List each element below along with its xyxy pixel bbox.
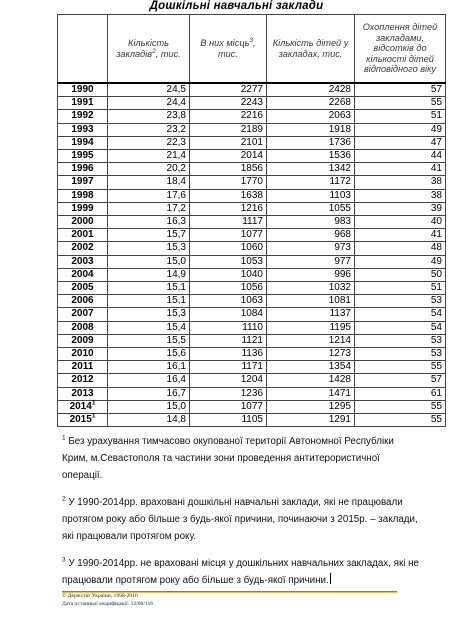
places-cell: 1105 xyxy=(190,414,267,427)
places-cell: 1053 xyxy=(190,255,267,268)
children-cell: 973 xyxy=(267,242,355,255)
children-cell: 1032 xyxy=(267,282,355,295)
institutions-cell: 15,5 xyxy=(108,334,190,347)
coverage-cell: 38 xyxy=(355,189,446,202)
institutions-cell: 23,8 xyxy=(108,110,190,123)
places-cell: 1040 xyxy=(190,268,267,281)
table-row xyxy=(58,268,446,281)
footnote-2: $^2$ У 1990-2014рр. враховані дошкільні навчальні заклади, які не працювали протягом року або більше з будь-якої причини, починаючи з 2015р. – заклади, які працювали протягом року. xyxy=(62,495,418,542)
children-cell: 1137 xyxy=(267,308,355,321)
institutions-cell: 17,2 xyxy=(108,202,190,215)
institutions-cell: 16,7 xyxy=(108,387,190,400)
year-cell: 1996 xyxy=(58,163,108,176)
page-title: Дошкільні навчальні заклади xyxy=(149,0,324,12)
institutions-cell: 15,3 xyxy=(108,242,190,255)
places-cell: 1063 xyxy=(190,295,267,308)
coverage-cell: 49 xyxy=(355,123,446,136)
places-cell: 1084 xyxy=(190,308,267,321)
table-row xyxy=(58,348,446,361)
table-row xyxy=(58,374,446,387)
children-cell: 2268 xyxy=(267,97,355,110)
institutions-cell: 14,8 xyxy=(108,414,190,427)
children-cell: 1195 xyxy=(267,321,355,334)
children-cell: 996 xyxy=(267,268,355,281)
places-cell: 1770 xyxy=(190,176,267,189)
children-cell: 1103 xyxy=(267,189,355,202)
year-cell: 2013 xyxy=(58,387,108,400)
coverage-cell: 48 xyxy=(355,242,446,255)
places-cell: 2189 xyxy=(190,123,267,136)
children-cell: 983 xyxy=(267,216,355,229)
header-institutions: Кількість закладів$^2$, тис. xyxy=(108,15,190,84)
places-cell: 1204 xyxy=(190,374,267,387)
institutions-cell: 15,1 xyxy=(108,295,190,308)
coverage-cell: 55 xyxy=(355,400,446,413)
footnote-3: $^3$ У 1990-2014рр. не враховані місця у дошкільних навчальних закладах, які не працювали протягом року або більше з будь-якої причини. xyxy=(62,556,419,586)
table-row xyxy=(58,150,446,163)
table-row xyxy=(58,387,446,400)
header-year xyxy=(58,15,108,84)
children-cell: 1736 xyxy=(267,136,355,149)
institutions-cell: 15,0 xyxy=(108,400,190,413)
coverage-cell: 49 xyxy=(355,255,446,268)
table-row xyxy=(58,295,446,308)
institutions-cell: 17,6 xyxy=(108,189,190,202)
children-cell: 1536 xyxy=(267,150,355,163)
year-cell: 2008 xyxy=(58,321,108,334)
places-cell: 2014 xyxy=(190,150,267,163)
table-row xyxy=(58,163,446,176)
year-cell: 2015$^1$ xyxy=(58,414,108,427)
places-cell: 1236 xyxy=(190,387,267,400)
children-cell: 1055 xyxy=(267,202,355,215)
table-body xyxy=(58,83,446,427)
coverage-cell: 44 xyxy=(355,150,446,163)
table-row xyxy=(58,334,446,347)
places-cell: 1077 xyxy=(190,229,267,242)
institutions-cell: 15,1 xyxy=(108,282,190,295)
coverage-cell: 55 xyxy=(355,97,446,110)
year-cell: 1990 xyxy=(58,83,108,97)
year-cell: 1991 xyxy=(58,97,108,110)
places-cell: 1077 xyxy=(190,400,267,413)
coverage-cell: 54 xyxy=(355,321,446,334)
places-cell: 1856 xyxy=(190,163,267,176)
coverage-cell: 40 xyxy=(355,216,446,229)
places-cell: 1056 xyxy=(190,282,267,295)
year-cell: 2007 xyxy=(58,308,108,321)
table-header-row xyxy=(58,15,446,84)
coverage-cell: 55 xyxy=(355,414,446,427)
year-cell: 2011 xyxy=(58,361,108,374)
year-cell: 2010 xyxy=(58,348,108,361)
coverage-cell: 53 xyxy=(355,295,446,308)
coverage-cell: 41 xyxy=(355,229,446,242)
year-cell: 2009 xyxy=(58,334,108,347)
coverage-cell: 51 xyxy=(355,282,446,295)
children-cell: 1291 xyxy=(267,414,355,427)
children-cell: 1428 xyxy=(267,374,355,387)
coverage-cell: 55 xyxy=(355,361,446,374)
table-row xyxy=(58,361,446,374)
coverage-cell: 53 xyxy=(355,334,446,347)
year-cell: 2003 xyxy=(58,255,108,268)
institutions-cell: 20,2 xyxy=(108,163,190,176)
children-cell: 1354 xyxy=(267,361,355,374)
table-row xyxy=(58,110,446,123)
year-cell: 2012 xyxy=(58,374,108,387)
children-cell: 1295 xyxy=(267,400,355,413)
children-cell: 1471 xyxy=(267,387,355,400)
table-row xyxy=(58,255,446,268)
coverage-cell: 47 xyxy=(355,136,446,149)
year-cell: 1993 xyxy=(58,123,108,136)
statistics-table xyxy=(57,14,446,427)
places-cell: 1060 xyxy=(190,242,267,255)
coverage-cell: 53 xyxy=(355,348,446,361)
page-footer xyxy=(62,593,153,608)
institutions-cell: 15,4 xyxy=(108,321,190,334)
table-row xyxy=(58,202,446,215)
children-cell: 1273 xyxy=(267,348,355,361)
institutions-cell: 23,2 xyxy=(108,123,190,136)
year-cell: 2001 xyxy=(58,229,108,242)
institutions-cell: 15,7 xyxy=(108,229,190,242)
coverage-cell: 38 xyxy=(355,176,446,189)
table-row xyxy=(58,321,446,334)
places-cell: 2277 xyxy=(190,83,267,97)
places-cell: 1110 xyxy=(190,321,267,334)
year-cell: 1997 xyxy=(58,176,108,189)
table-row xyxy=(58,308,446,321)
children-cell: 2428 xyxy=(267,83,355,97)
places-cell: 2216 xyxy=(190,110,267,123)
institutions-cell: 16,1 xyxy=(108,361,190,374)
header-places: В них місць$^3$, тис. xyxy=(190,15,267,84)
places-cell: 1638 xyxy=(190,189,267,202)
coverage-cell: 61 xyxy=(355,387,446,400)
children-cell: 1214 xyxy=(267,334,355,347)
places-cell: 2101 xyxy=(190,136,267,149)
children-cell: 1342 xyxy=(267,163,355,176)
table-row xyxy=(58,123,446,136)
institutions-cell: 16,3 xyxy=(108,216,190,229)
institutions-cell: 15,3 xyxy=(108,308,190,321)
year-cell: 2004 xyxy=(58,268,108,281)
year-cell: 2014$^1$ xyxy=(58,400,108,413)
year-cell: 1994 xyxy=(58,136,108,149)
children-cell: 968 xyxy=(267,229,355,242)
table-row xyxy=(58,97,446,110)
institutions-cell: 16,4 xyxy=(108,374,190,387)
header-children: Кількість дітей у закладах, тис. xyxy=(267,15,355,84)
coverage-cell: 50 xyxy=(355,268,446,281)
places-cell: 1136 xyxy=(190,348,267,361)
footnote-1: $^1$ Без урахування тимчасово окупованої території Автономної Республіки Крим, м.Севастополя та частини зони проведення антитерористичної операції. xyxy=(62,434,394,481)
children-cell: 977 xyxy=(267,255,355,268)
footer-modified: Дата останньої модифікації: 12/06/116 xyxy=(62,600,154,607)
header-coverage: Охоплення дітей закладами, відсотків до кількості дітей відповідного віку xyxy=(355,15,446,84)
year-cell: 1999 xyxy=(58,202,108,215)
institutions-cell: 18,4 xyxy=(108,176,190,189)
year-cell: 2002 xyxy=(58,242,108,255)
text-cursor xyxy=(330,573,331,584)
coverage-cell: 54 xyxy=(355,308,446,321)
places-cell: 1117 xyxy=(190,216,267,229)
institutions-cell: 24,5 xyxy=(108,83,190,97)
places-cell: 1121 xyxy=(190,334,267,347)
coverage-cell: 39 xyxy=(355,202,446,215)
footer-copyright: © Держстат України, 1998-2016 xyxy=(62,593,138,599)
institutions-cell: 15,0 xyxy=(108,255,190,268)
coverage-cell: 57 xyxy=(355,83,446,97)
table-row xyxy=(58,176,446,189)
table-row xyxy=(58,414,446,427)
table-row xyxy=(58,229,446,242)
children-cell: 1918 xyxy=(267,123,355,136)
year-cell: 1998 xyxy=(58,189,108,202)
places-cell: 1216 xyxy=(190,202,267,215)
places-cell: 2243 xyxy=(190,97,267,110)
year-cell: 2005 xyxy=(58,282,108,295)
table-row xyxy=(58,83,446,97)
coverage-cell: 51 xyxy=(355,110,446,123)
table-row xyxy=(58,189,446,202)
institutions-cell: 14,9 xyxy=(108,268,190,281)
table-row xyxy=(58,216,446,229)
year-cell: 2000 xyxy=(58,216,108,229)
institutions-cell: 24,4 xyxy=(108,97,190,110)
year-cell: 2006 xyxy=(58,295,108,308)
children-cell: 1172 xyxy=(267,176,355,189)
institutions-cell: 22,3 xyxy=(108,136,190,149)
coverage-cell: 41 xyxy=(355,163,446,176)
children-cell: 2063 xyxy=(267,110,355,123)
footnotes xyxy=(62,433,422,599)
table-row xyxy=(58,282,446,295)
table-row xyxy=(58,400,446,413)
coverage-cell: 57 xyxy=(355,374,446,387)
year-cell: 1992 xyxy=(58,110,108,123)
children-cell: 1081 xyxy=(267,295,355,308)
table-row xyxy=(58,242,446,255)
table-row xyxy=(58,136,446,149)
institutions-cell: 15,6 xyxy=(108,348,190,361)
year-cell: 1995 xyxy=(58,150,108,163)
places-cell: 1171 xyxy=(190,361,267,374)
institutions-cell: 21,4 xyxy=(108,150,190,163)
